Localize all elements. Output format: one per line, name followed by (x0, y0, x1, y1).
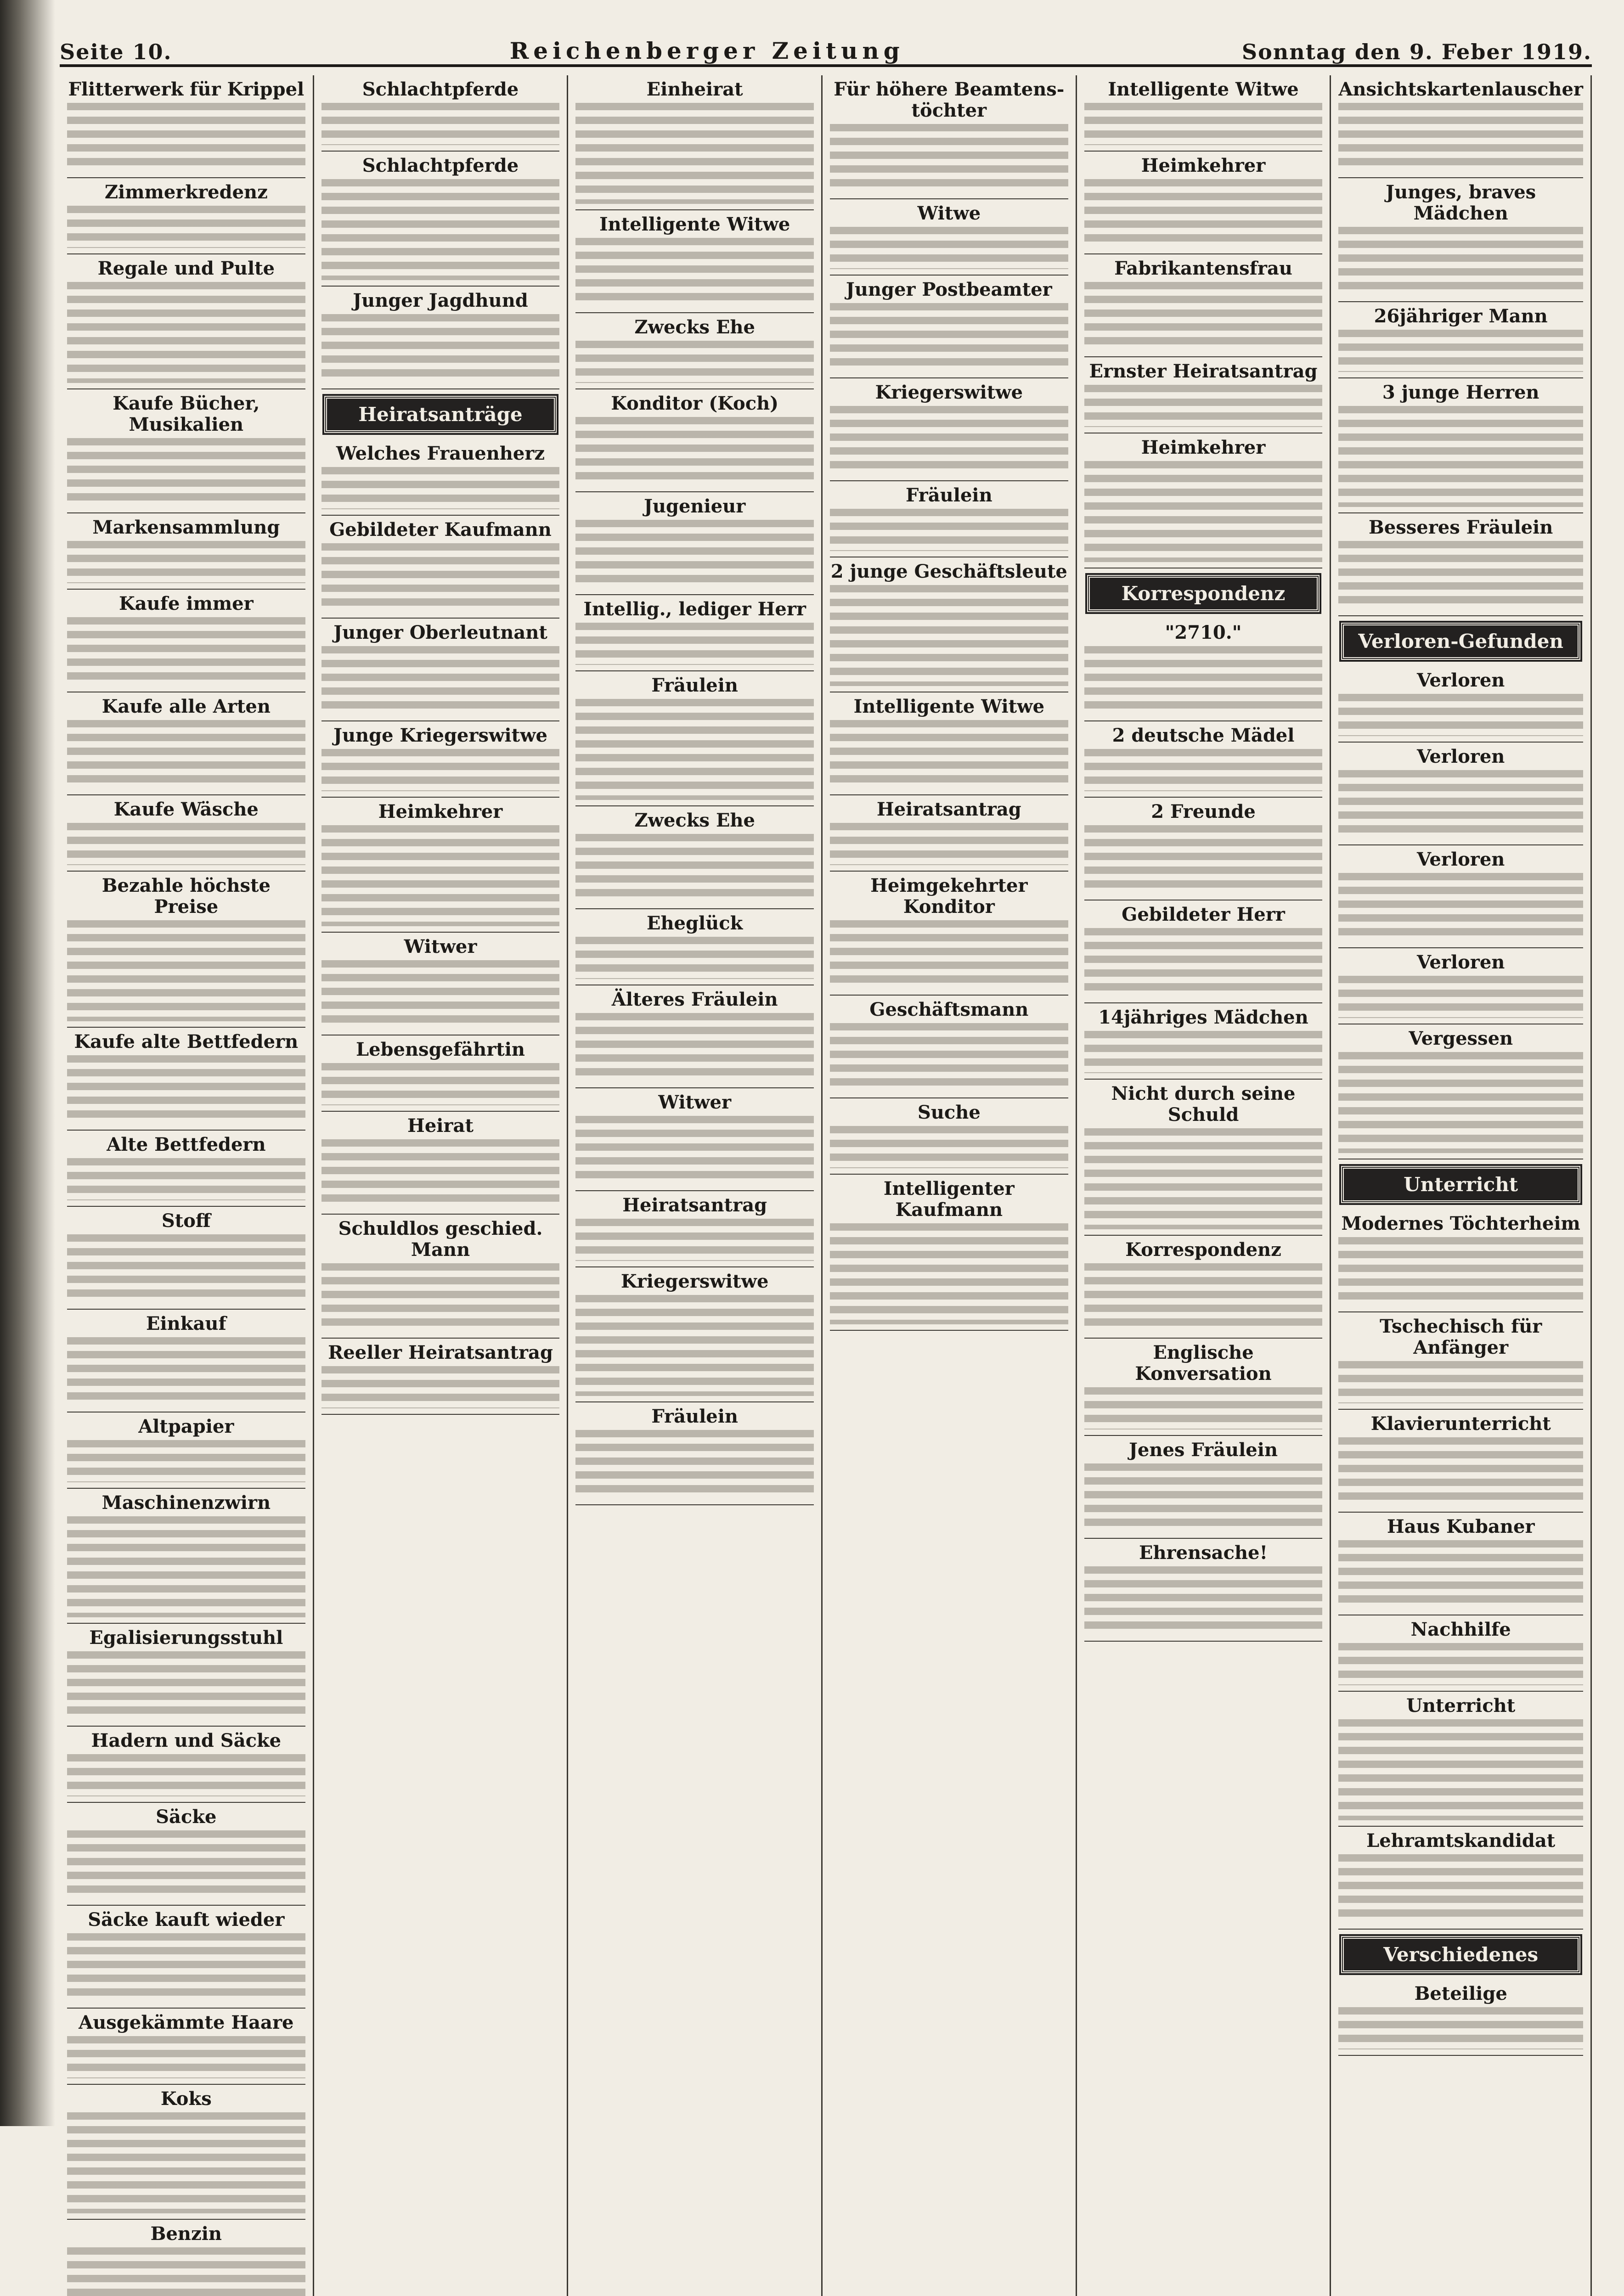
ad-body-text (1084, 1128, 1323, 1229)
ad-headline: Beteilige (1414, 1983, 1507, 2004)
ad-body-text (1338, 1719, 1583, 1820)
ad-headline: Gebildeter Herr (1122, 904, 1285, 925)
classified-ad (1338, 1210, 1583, 1312)
ad-headline: Koks (160, 2088, 212, 2110)
classified-ad (575, 210, 814, 313)
ad-headline: Gebildeter Kaufmann (329, 519, 552, 540)
classified-ad (1338, 743, 1583, 845)
ad-body-text (67, 1516, 305, 1617)
ad-body-text (830, 303, 1068, 372)
classified-ad (575, 1402, 814, 1505)
classified-ad (1338, 845, 1583, 948)
classified-ad (1084, 357, 1323, 433)
ad-body-text (67, 282, 305, 383)
classified-ad (830, 996, 1068, 1098)
ad-body-text (1338, 1540, 1583, 1609)
classified-ad (1084, 254, 1323, 357)
classified-ad (1338, 1513, 1583, 1615)
ad-body-text (1338, 541, 1583, 610)
ad-body-text (1338, 770, 1583, 839)
ad-body-text (1084, 1463, 1323, 1532)
ad-headline: Ausgekämmte Haare (79, 2012, 294, 2033)
ad-headline: Eheglück (646, 912, 743, 934)
classified-ad (1084, 619, 1323, 721)
ad-headline: Heimkehrer (378, 801, 503, 822)
ad-body-text (67, 541, 305, 583)
ad-headline: Fräulein (651, 675, 739, 696)
ad-body-text (67, 1234, 305, 1303)
ad-body-text (67, 103, 305, 172)
classified-ad (830, 557, 1068, 692)
ad-body-text (321, 103, 560, 145)
ad-body-text (575, 1013, 814, 1082)
ad-body-text (830, 720, 1068, 789)
ad-headline: Witwe (917, 203, 981, 224)
classified-ad (321, 721, 560, 798)
ad-headline: Reeller Heiratsantrag (328, 1342, 553, 1363)
classified-ad (67, 1028, 305, 1131)
ad-headline: Besseres Fräulein (1368, 517, 1553, 538)
ad-headline: Unterricht (1406, 1695, 1516, 1716)
ad-body-text (1338, 1361, 1583, 1403)
classified-ad (830, 481, 1068, 557)
ad-headline: Für höhere Beamtens-töchter (834, 79, 1065, 121)
classified-ad (1084, 1539, 1323, 1642)
classified-ad (67, 2220, 305, 2296)
classified-ad (1338, 513, 1583, 616)
ad-headline: Haus Kubaner (1387, 1516, 1535, 1537)
ad-body-text (1084, 646, 1323, 715)
classified-ad (830, 872, 1068, 996)
classified-ad (321, 1339, 560, 1415)
classified-ad (67, 590, 305, 692)
ad-body-text (575, 1430, 814, 1499)
ad-headline: Lebensgefährtin (355, 1039, 525, 1060)
ad-body-text (67, 1933, 305, 2002)
ad-headline: Heimgekehrter Konditor (870, 875, 1028, 917)
classified-ad (575, 1267, 814, 1402)
classified-ad (67, 75, 305, 178)
ad-headline: Witwer (658, 1092, 732, 1113)
ad-headline: Kaufe Bücher, Musikalien (113, 393, 260, 435)
classified-ad (830, 1175, 1068, 1331)
ad-headline: Jenes Fräulein (1128, 1439, 1278, 1461)
ad-headline: Säcke (156, 1806, 217, 1828)
classified-ad (321, 439, 560, 516)
ad-body-text (575, 699, 814, 800)
ad-body-text (575, 520, 814, 589)
ad-body-text (1338, 103, 1583, 172)
classified-ad (1338, 75, 1583, 178)
section-banner: Verloren-Gefunden (1341, 623, 1580, 660)
ad-headline: Heiratsantrag (876, 799, 1021, 820)
ad-headline: Intelligente Witwe (1108, 79, 1299, 100)
column-3 (568, 75, 823, 2296)
ad-body-text (321, 314, 560, 383)
ad-headline: Ernster Heiratsantrag (1089, 360, 1318, 382)
ad-body-text (1338, 1854, 1583, 1923)
classified-ad (830, 378, 1068, 481)
ad-headline: Einheirat (646, 79, 743, 100)
ad-headline: Nachhilfe (1410, 1619, 1511, 1640)
classified-ad (67, 795, 305, 872)
ad-body-text (830, 1223, 1068, 1324)
classified-ad (67, 1624, 305, 1727)
ad-body-text (67, 1440, 305, 1482)
ad-body-text (321, 1063, 560, 1105)
ad-body-text (67, 823, 305, 865)
classified-ad (1338, 666, 1583, 743)
classified-ad (1338, 178, 1583, 302)
ad-headline: Maschinenzwirn (102, 1492, 271, 1514)
classified-ad (321, 1112, 560, 1215)
ad-headline: 2 junge Geschäftsleute (830, 561, 1067, 582)
ad-body-text (1084, 928, 1323, 997)
ad-headline: Egalisierungsstuhl (89, 1627, 283, 1649)
ad-headline: Zwecks Ehe (634, 316, 755, 338)
ad-headline: Jugenieur (644, 495, 746, 517)
classified-ad (321, 619, 560, 721)
ad-headline: Suche (917, 1102, 981, 1123)
issue-date: Sonntag den 9. Feber 1919. (1241, 39, 1592, 64)
ad-headline: Welches Frauenherz (336, 443, 545, 464)
ad-headline: Älteres Fräulein (611, 989, 778, 1010)
ad-headline: Klavierunterricht (1370, 1413, 1551, 1435)
classified-ad (575, 1191, 814, 1267)
ad-headline: Fabrikantensfrau (1114, 258, 1292, 279)
ad-body-text (1084, 461, 1323, 562)
newspaper-title: Reichenberger Zeitung (509, 37, 904, 64)
ad-headline: Junges, braves Mädchen (1386, 181, 1536, 224)
classified-ad (1338, 378, 1583, 513)
ad-headline: Kaufe alte Bettfedern (74, 1031, 299, 1052)
ad-body-text (321, 467, 560, 509)
classified-ad (321, 1215, 560, 1339)
classified-ad (67, 2085, 305, 2220)
ad-body-text (1338, 227, 1583, 296)
ad-body-text (1084, 1263, 1323, 1332)
column-6 (1331, 75, 1592, 2296)
ad-headline: Ehrensache! (1139, 1542, 1268, 1564)
classified-ad (575, 909, 814, 985)
ad-body-text (321, 960, 560, 1029)
ad-headline: Einkauf (146, 1313, 226, 1334)
ad-headline: Intelligente Witwe (599, 214, 790, 235)
ad-headline: Witwer (404, 936, 477, 957)
ad-headline: Konditor (Koch) (611, 393, 779, 414)
classified-ad (67, 1803, 305, 1906)
classified-ad (575, 595, 814, 671)
classified-ad (830, 75, 1068, 199)
ad-headline: Korrespondenz (1125, 1239, 1281, 1261)
classified-ad (67, 2009, 305, 2085)
classified-ad (321, 516, 560, 619)
classified-ad (67, 1207, 305, 1310)
ad-headline: Tschechisch für Anfänger (1379, 1316, 1542, 1358)
classified-ad (575, 313, 814, 389)
classified-ad (67, 692, 305, 795)
ad-headline: Säcke kauft wieder (88, 1909, 285, 1930)
ad-headline: Benzin (150, 2223, 222, 2245)
classified-ad (67, 513, 305, 590)
ad-body-text (830, 920, 1068, 989)
masthead (60, 28, 1592, 67)
classified-ad (830, 795, 1068, 872)
ad-body-text (830, 124, 1068, 193)
ad-headline: Verloren (1416, 670, 1505, 691)
ad-body-text (67, 1754, 305, 1796)
classified-ad (1084, 152, 1323, 254)
ad-body-text (1084, 282, 1323, 351)
classified-ad (321, 152, 560, 287)
ad-headline: Regale und Pulte (97, 258, 275, 279)
column-4 (823, 75, 1077, 2296)
ad-body-text (67, 2247, 305, 2296)
ad-body-text (1084, 825, 1323, 894)
classified-ad (1338, 1692, 1583, 1827)
ad-body-text (575, 417, 814, 486)
ad-body-text (321, 749, 560, 791)
ad-headline: Intelligenter Kaufmann (883, 1178, 1015, 1221)
ad-body-text (830, 1126, 1068, 1168)
classified-ad (1084, 1003, 1323, 1080)
ad-body-text (67, 206, 305, 248)
ad-body-text (1084, 1566, 1323, 1635)
ad-body-text (830, 823, 1068, 865)
scan-edge-shadow (0, 0, 55, 2126)
classified-ad (321, 75, 560, 152)
ad-body-text (1084, 1031, 1323, 1073)
ad-headline: Hadern und Säcke (91, 1730, 282, 1751)
ad-headline: Englische Konversation (1135, 1342, 1272, 1384)
ad-body-text (575, 1295, 814, 1396)
column-5 (1077, 75, 1331, 2296)
classified-ad (67, 178, 305, 254)
ad-body-text (1338, 694, 1583, 736)
ad-body-text (67, 1337, 305, 1406)
classified-ad (575, 492, 814, 595)
ad-headline: Schuldlos geschied. Mann (338, 1218, 543, 1261)
ad-headline: Stoff (161, 1210, 211, 1232)
ad-body-text (575, 341, 814, 383)
ad-headline: Heiratsantrag (622, 1194, 767, 1216)
ad-headline: 14jähriges Mädchen (1098, 1007, 1308, 1028)
ad-headline: Heimkehrer (1141, 155, 1266, 176)
classified-ad (67, 1727, 305, 1803)
ad-body-text (1338, 2007, 1583, 2049)
ad-headline: Kaufe alle Arten (102, 696, 271, 717)
ad-body-text (830, 406, 1068, 475)
classified-ad (1084, 1339, 1323, 1436)
classified-ad (1338, 1827, 1583, 1930)
classified-ad (321, 933, 560, 1035)
ad-headline: Schlachtpferde (362, 79, 519, 100)
ad-headline: Junger Jagdhund (353, 290, 528, 311)
ad-headline: Intellig., lediger Herr (583, 598, 806, 620)
ad-headline: Fräulein (651, 1406, 739, 1427)
classified-ad (1338, 302, 1583, 378)
ad-body-text (67, 617, 305, 686)
ad-body-text (830, 509, 1068, 551)
ad-headline: Verloren (1416, 849, 1505, 870)
ad-body-text (67, 2036, 305, 2078)
ad-body-text (575, 1116, 814, 1185)
ad-body-text (321, 543, 560, 612)
classified-ad (1084, 1080, 1323, 1236)
classified-ad (67, 1906, 305, 2009)
ad-body-text (1084, 385, 1323, 427)
classified-ad (830, 692, 1068, 795)
ad-headline: Geschäftsmann (869, 999, 1029, 1020)
ad-headline: Altpapier (138, 1416, 234, 1437)
ad-body-text (575, 1219, 814, 1261)
ad-headline: Kaufe immer (118, 593, 254, 614)
classified-ad (67, 1489, 305, 1624)
ad-headline: Kriegerswitwe (620, 1271, 769, 1292)
ad-body-text (1338, 1437, 1583, 1506)
section-banner: Unterricht (1341, 1166, 1580, 1203)
ad-headline: Nicht durch seine Schuld (1111, 1083, 1296, 1125)
ad-headline: Junger Oberleutnant (333, 622, 547, 643)
ad-headline: Schlachtpferde (362, 155, 519, 176)
ad-headline: 26jähriger Mann (1374, 305, 1548, 327)
ad-headline: "2710." (1165, 622, 1242, 643)
ad-body-text (67, 1830, 305, 1899)
ad-body-text (830, 585, 1068, 686)
ad-body-text (1338, 406, 1583, 507)
classified-ad (67, 872, 305, 1028)
ad-body-text (830, 1023, 1068, 1092)
classified-ad (575, 671, 814, 806)
classified-ad (67, 1412, 305, 1489)
ad-body-text (1338, 1643, 1583, 1685)
classified-ad (1338, 948, 1583, 1024)
classified-ad (575, 985, 814, 1088)
ad-body-text (575, 937, 814, 979)
ad-headline: Verloren (1416, 746, 1505, 767)
ad-headline: 3 junge Herren (1382, 382, 1539, 403)
ad-body-text (1338, 1237, 1583, 1306)
classified-ad (830, 1098, 1068, 1175)
ad-headline: Junger Postbeamter (846, 279, 1052, 300)
classified-ad (575, 75, 814, 210)
ad-body-text (67, 1651, 305, 1720)
ad-headline: 2 Freunde (1151, 801, 1256, 822)
ad-headline: Alte Bettfedern (107, 1134, 266, 1155)
ad-body-text (1084, 1387, 1323, 1429)
ad-body-text (575, 623, 814, 665)
classified-ad (321, 287, 560, 389)
ad-body-text (321, 825, 560, 926)
ad-body-text (321, 179, 560, 280)
classified-ad (1338, 1024, 1583, 1159)
ad-headline: Junge Kriegerswitwe (333, 725, 547, 746)
ad-headline: Ansichtskartenlauscher (1338, 79, 1583, 100)
section-banner: Korrespondenz (1087, 575, 1320, 612)
ad-headline: Verloren (1416, 951, 1505, 973)
classified-ad (1338, 1980, 1583, 2056)
classified-ad (575, 1088, 814, 1191)
classified-ad (1084, 1236, 1323, 1339)
ad-headline: Vergessen (1409, 1028, 1513, 1049)
classified-ad (1084, 900, 1323, 1003)
ad-body-text (67, 2112, 305, 2213)
classified-ad (830, 276, 1068, 378)
ad-body-text (1338, 1052, 1583, 1153)
ad-body-text (67, 438, 305, 507)
classified-ad (67, 1310, 305, 1412)
classified-ad (830, 199, 1068, 276)
page-number: Seite 10. (60, 39, 172, 64)
classified-ad (1084, 798, 1323, 900)
ad-body-text (67, 1055, 305, 1124)
ad-headline: Flitterwerk für Krippel (68, 79, 304, 100)
column-1 (60, 75, 314, 2296)
classified-ad (1084, 1436, 1323, 1539)
ad-headline: Lehramtskandidat (1366, 1830, 1556, 1851)
section-banner: Heiratsanträge (324, 396, 557, 433)
classified-ad (1338, 1312, 1583, 1410)
ad-headline: Bezahle höchste Preise (102, 875, 271, 917)
ad-headline: Intelligente Witwe (853, 696, 1045, 717)
classified-ad (67, 1131, 305, 1207)
classified-ad (1338, 1615, 1583, 1692)
ad-headline: Markensammlung (92, 517, 280, 538)
ad-headline: Heirat (407, 1115, 474, 1137)
ad-body-text (67, 1158, 305, 1200)
ad-headline: Heimkehrer (1141, 437, 1266, 458)
ad-body-text (1338, 873, 1583, 942)
ad-body-text (575, 238, 814, 307)
classified-ad (67, 389, 305, 513)
classified-ad (575, 806, 814, 909)
ad-headline: Modernes Töchterheim (1341, 1213, 1580, 1234)
column-2 (314, 75, 569, 2296)
ad-body-text (1084, 749, 1323, 791)
ad-body-text (830, 227, 1068, 269)
ad-headline: Fräulein (905, 484, 992, 506)
classified-ad (575, 389, 814, 492)
classified-ad (321, 1035, 560, 1112)
ad-headline: 2 deutsche Mädel (1112, 725, 1295, 746)
ad-body-text (1338, 976, 1583, 1018)
ad-body-text (321, 646, 560, 715)
classified-ad (67, 254, 305, 389)
ad-headline: Zwecks Ehe (634, 810, 755, 831)
ad-body-text (1084, 103, 1323, 145)
section-banner: Verschiedenes (1341, 1936, 1580, 1973)
classified-ad (1084, 75, 1323, 152)
ad-body-text (1338, 330, 1583, 372)
ad-headline: Kaufe Wäsche (113, 799, 259, 820)
classified-ad (1084, 433, 1323, 568)
ad-body-text (321, 1366, 560, 1408)
ad-body-text (575, 834, 814, 903)
ad-body-text (67, 920, 305, 1021)
ad-body-text (321, 1263, 560, 1332)
ad-columns (60, 75, 1592, 2245)
ad-body-text (575, 103, 814, 204)
ad-headline: Zimmerkredenz (104, 181, 268, 203)
classified-ad (321, 798, 560, 933)
ad-body-text (67, 720, 305, 789)
classified-ad (1338, 1410, 1583, 1513)
classified-ad (1084, 721, 1323, 798)
ad-body-text (1084, 179, 1323, 248)
ad-headline: Kriegerswitwe (875, 382, 1023, 403)
ad-body-text (321, 1139, 560, 1208)
